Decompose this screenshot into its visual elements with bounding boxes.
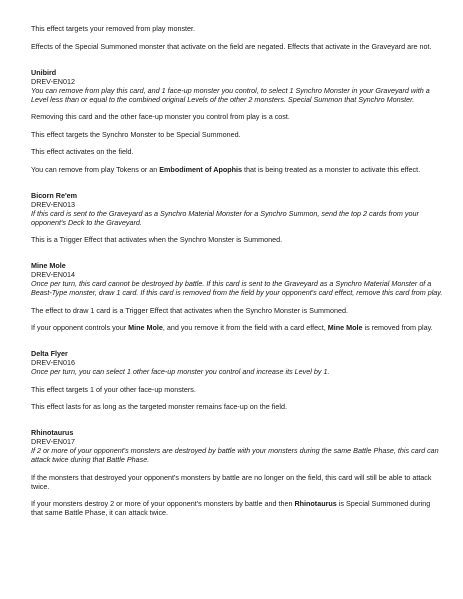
card-code: DREV-EN013 [31,199,75,209]
ruling-note-text: , and you remove it from the field with a card effect, [162,323,328,332]
card-name: Unibird [31,67,57,77]
card-text: Once per turn, this card cannot be destroyed by battle. If this card is sent to the Graveyard as a Synchro Material Monster of a Beast-Type monster, draw 1 card. If this card is removed from the field by your opponent's card effect, remove this card from play. [31,279,443,297]
intro-paragraph-1: This effect targets your removed from play monster. [31,24,196,33]
ruling-note-text: You can remove from play Tokens or an [31,164,160,174]
ruling-note: If the monsters that destroyed your opponent's monsters by battle are no longer on the field, this card will still be able to attack twice. [31,472,432,491]
ruling-note-text: that is being treated as a monster to activate this effect. [242,164,421,174]
ruling-note-text: If your monsters destroy 2 or more of your opponent's monsters by battle and then [31,499,295,508]
ruling-note [31,165,443,174]
intro-paragraph-2: Effects of the Special Summoned monster that activate on the field are negated. Effects that activate in the Graveyard are not. [31,41,432,51]
card-entry-mine-mole [31,261,443,332]
card-reference: Mine Mole [327,323,363,332]
card-text: You can remove from play this card, and 1 face-up monster you control, to select 1 Synchro Monster in your Graveyard with a Level less than or equal to the combined original Levels of the other 2 monsters. Special Summon that Synchro Monster. [31,85,430,104]
document-page [31,24,443,526]
ruling-note: The effect to draw 1 card is a Trigger Effect that activates when the Synchro Monster is Summoned. [31,305,348,315]
ruling-note [31,499,443,517]
card-code: DREV-EN016 [31,358,75,367]
ruling-note: Removing this card and the other face-up monster you control from play is a cost. [31,112,290,121]
card-name: Mine Mole [31,261,66,270]
card-reference: Mine Mole [128,323,163,332]
card-name: Delta Flyer [31,349,68,358]
ruling-note: This effect targets the Synchro Monster to be Special Summoned. [31,129,241,139]
card-code: DREV-EN012 [31,76,75,86]
card-reference: Embodiment of Apophis [159,164,243,174]
card-name: Rhinotaurus [31,428,74,437]
ruling-note-text: is Special Summoned during that same Battle Phase, it can attack twice. [31,499,431,517]
ruling-note: This effect targets 1 of your other face-up monsters. [31,384,196,394]
ruling-note: This effect activates on the field. [31,147,134,156]
card-text: If 2 or more of your opponent's monsters are destroyed by battle with your monsters during the same Battle Phase, this card can attack twice during that Battle Phase. [31,446,439,464]
ruling-note-text: is removed from play. [362,323,433,332]
card-code: DREV-EN017 [31,437,75,446]
card-entry-bicorn-reem [31,191,443,245]
card-entry-delta-flyer [31,349,443,411]
card-name: Bicorn Re'em [31,190,78,200]
ruling-note [31,323,443,332]
card-entry-rhinotaurus [31,428,443,517]
ruling-note-text: If your opponent controls your [31,323,129,332]
card-text: Once per turn, you can select 1 other face-up monster you control and increase its Level by 1. [31,367,330,376]
card-code: DREV-EN014 [31,270,75,279]
ruling-note: This is a Trigger Effect that activates when the Synchro Monster is Summoned. [31,235,283,244]
card-text: If this card is sent to the Graveyard as a Synchro Material Monster for a Synchro Summon, send the top 2 cards from your opponent's Deck to the Graveyard. [31,208,419,227]
ruling-note: This effect lasts for as long as the targeted monster remains face-up on the field. [31,402,287,411]
card-entry-unibird [31,68,443,174]
card-reference: Rhinotaurus [294,499,337,508]
